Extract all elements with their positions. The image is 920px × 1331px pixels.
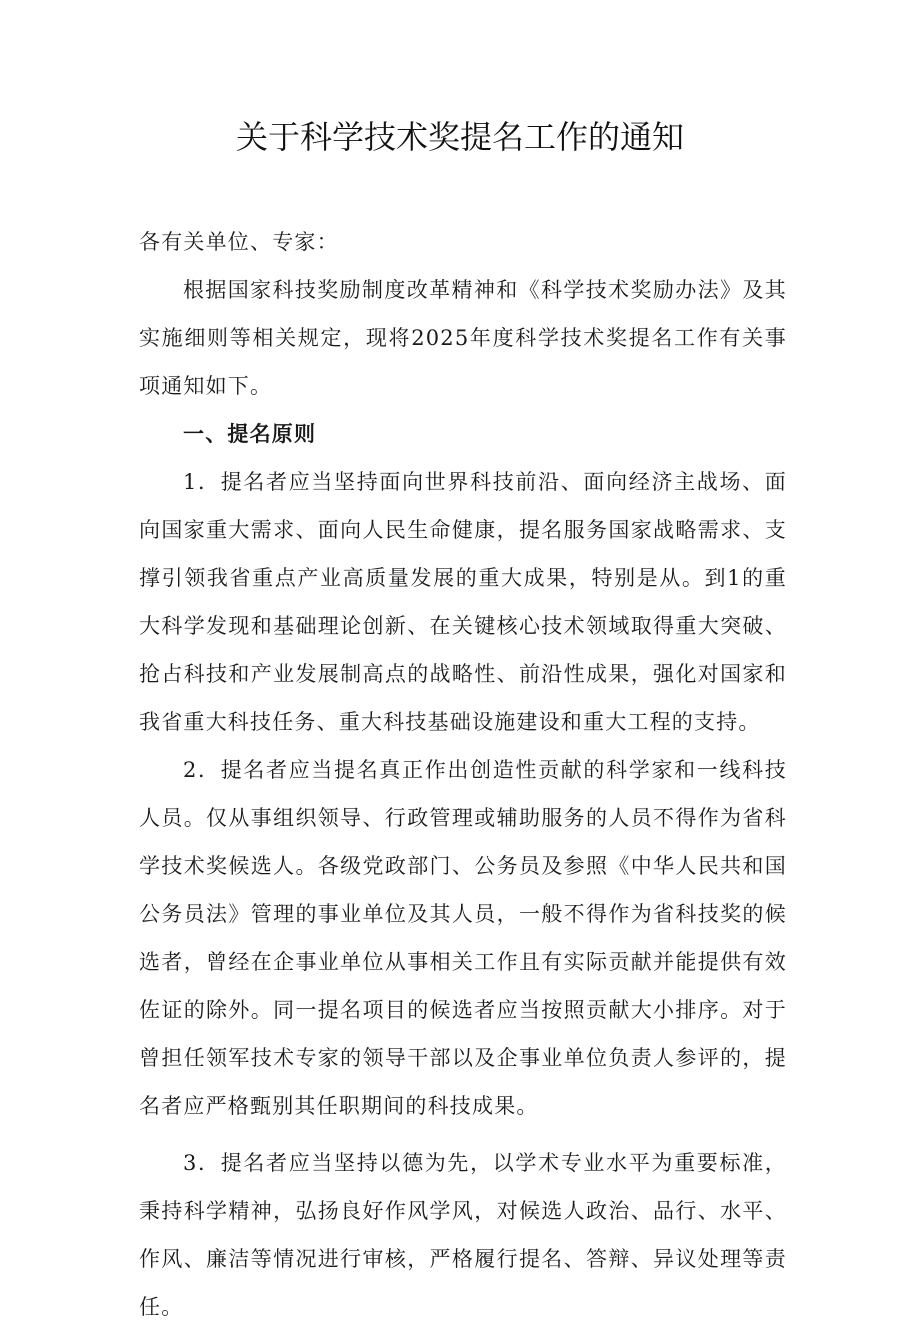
principle-item-3: 3．提名者应当坚持以德为先，以学术专业水平为重要标准，秉持科学精神，弘扬良好作风学风，对候选人政治、品行、水平、作风、廉洁等情况进行审核，严格履行提名、答辩、异议处理等责任。	[139, 1151, 787, 1319]
intro-paragraph: 根据国家科技奖励制度改革精神和《科学技术奖励办法》及其实施细则等相关规定，现将2025年度科学技术奖提名工作有关事项通知如下。	[139, 278, 787, 398]
section-heading-nomination-principles: 一、提名原则	[183, 422, 317, 446]
document-title: 关于科学技术奖提名工作的通知	[235, 118, 684, 156]
principle-item-1: 1．提名者应当坚持面向世界科技前沿、面向经济主战场、面向国家重大需求、面向人民生命健康，提名服务国家战略需求、支撑引领我省重点产业高质量发展的重大成果，特别是从。到1的重大科学发现和基础理论创新、在关键核心技术领域取得重大突破、抢占科技和产业发展制高点的战略性、前沿性成果，强化对国家和我省重大科技任务、重大科技基础设施建设和重大工程的支持。	[139, 470, 787, 734]
salutation: 各有关单位、专家：	[139, 230, 339, 254]
document-body	[139, 218, 787, 1331]
principle-item-2: 2．提名者应当提名真正作出创造性贡献的科学家和一线科技人员。仅从事组织领导、行政管理或辅助服务的人员不得作为省科学技术奖候选人。各级党政部门、公务员及参照《中华人民共和国公务员法》管理的事业单位及其人员，一般不得作为省科技奖的候选者，曾经在企事业单位从事相关工作且有实际贡献并能提供有效佐证的除外。同一提名项目的候选者应当按照贡献大小排序。对于曾担任领军技术专家的领导干部以及企事业单位负责人参评的，提名者应严格甄别其任职期间的科技成果。	[139, 758, 787, 1118]
